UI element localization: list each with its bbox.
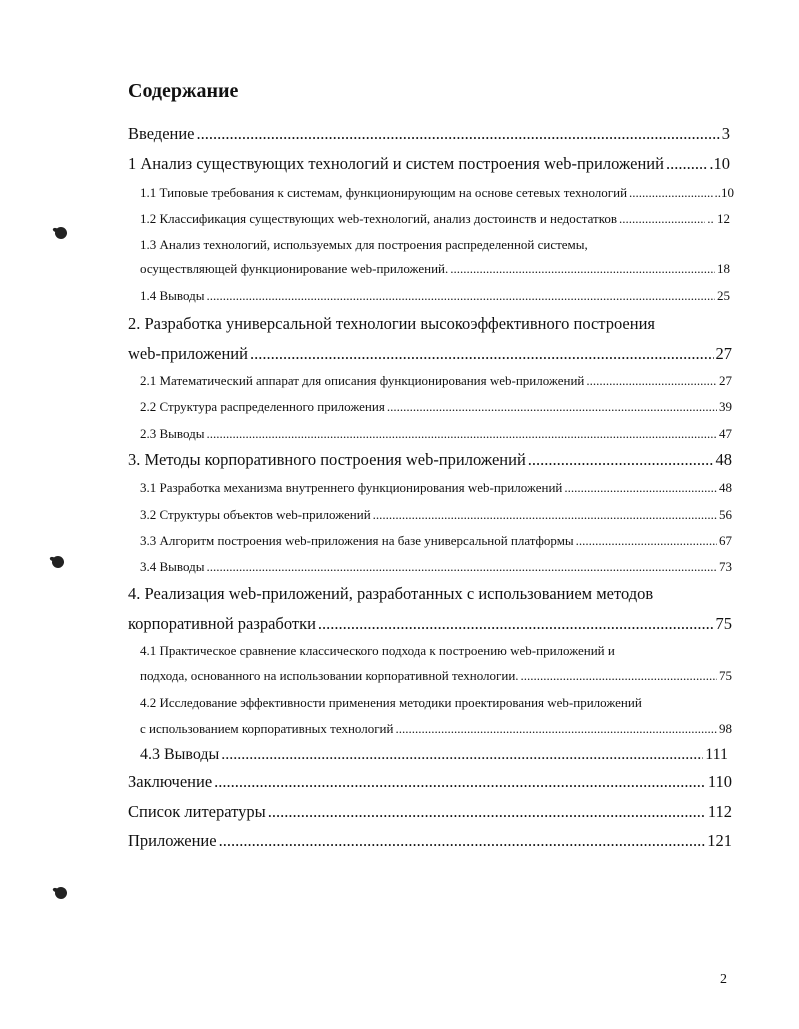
toc-entry[interactable] [128, 771, 732, 793]
toc-entry-label: 2. Разработка универсальной технологии высокоэффективного построения [128, 314, 655, 333]
toc-dot-leader [221, 744, 703, 766]
toc-dot-leader [206, 423, 717, 445]
toc-entry-label: 3.1 Разработка механизма внутреннего функционирования web-приложений [140, 480, 563, 495]
toc-dot-leader [214, 771, 706, 793]
toc-entry-label: Список литературы [128, 802, 266, 821]
toc-entry-label: 4. Реализация web-приложений, разработанных с использованием методов [128, 584, 654, 603]
toc-entry-page: 67 [719, 533, 732, 548]
toc-entry[interactable] [140, 477, 732, 499]
scan-hole-mark [50, 554, 65, 569]
toc-entry[interactable] [140, 258, 730, 280]
toc-entry-page: 47 [719, 426, 732, 441]
toc-dot-leader [268, 801, 706, 823]
toc-entry-page: 111 [705, 746, 728, 763]
toc-entry-label: 1.1 Типовые требования к системам, функционирующим на основе сетевых технологий [140, 185, 628, 200]
toc-entry-label: 3.3 Алгоритм построения web-приложения на базе универсальной платформы [140, 533, 574, 548]
toc-dot-leader [528, 449, 714, 471]
toc-entry-label: 4.3 Выводы [140, 746, 220, 763]
toc-entry-page: 25 [717, 288, 730, 303]
toc-entry-page: 75 [719, 668, 732, 683]
toc-dot-leader [197, 123, 720, 145]
toc-entry[interactable] [128, 449, 732, 471]
toc-dot-leader [576, 530, 717, 552]
toc-entry-page: ..10 [714, 185, 734, 200]
toc-dot-leader [666, 153, 707, 175]
toc-entry[interactable] [140, 208, 730, 230]
toc-entry-label: Приложение [128, 831, 217, 850]
toc-entry-label: 1.3 Анализ технологий, используемых для построения распределенной системы, [140, 237, 588, 252]
toc-entry-label: осуществляющей функционирование web-приложений. [140, 261, 449, 276]
toc-entry-page: 27 [715, 344, 732, 363]
toc-entry[interactable] [128, 583, 732, 605]
toc-dot-leader [586, 370, 717, 392]
toc-entry-label: 2.3 Выводы [140, 426, 205, 441]
toc-entry-page: 39 [719, 399, 732, 414]
toc-entry[interactable] [140, 396, 732, 418]
scan-hole-mark [53, 225, 68, 240]
toc-entry-label: 1 Анализ существующих технологий и систем построения web-приложений [128, 154, 664, 173]
toc-entry[interactable] [140, 182, 734, 204]
toc-dot-leader [250, 343, 714, 365]
toc-entry-label: подхода, основанного на использовании корпоративной технологии. [140, 668, 519, 683]
toc-entry[interactable] [140, 744, 728, 766]
toc-dot-leader [619, 208, 705, 230]
toc-entry-page: 112 [707, 802, 732, 821]
toc-dot-leader [450, 258, 715, 280]
toc-entry-page: 75 [715, 614, 732, 633]
toc-entry[interactable] [128, 123, 730, 145]
toc-entry[interactable] [128, 313, 730, 335]
toc-entry-page: 73 [719, 559, 732, 574]
scan-hole-mark [53, 885, 68, 900]
toc-entry[interactable] [140, 285, 730, 307]
toc-dot-leader [564, 477, 717, 499]
toc-entry-label: 1.4 Выводы [140, 288, 205, 303]
toc-entry-page: 56 [719, 507, 732, 522]
toc-entry[interactable] [128, 343, 732, 365]
toc-entry-label: Введение [128, 124, 195, 143]
toc-dot-leader [206, 285, 715, 307]
toc-entry-label: 4.2 Исследование эффективности применения методики проектирования web-приложений [140, 695, 642, 710]
toc-dot-leader [395, 718, 717, 740]
toc-entry-page: 48 [715, 450, 732, 469]
toc-entry[interactable] [140, 718, 732, 740]
page-title: Содержание [128, 80, 239, 102]
toc-entry-page: 98 [719, 721, 732, 736]
toc-entry-page: .10 [709, 154, 730, 173]
toc-entry-label: 1.2 Классификация существующих web-технологий, анализ достоинств и недостатков [140, 211, 618, 226]
toc-entry-label: с использованием корпоративных технологий [140, 721, 394, 736]
toc-entry[interactable] [128, 801, 732, 823]
toc-entry-page: 48 [719, 480, 732, 495]
toc-entry-label: 4.1 Практическое сравнение классического подхода к построению web-приложений и [140, 643, 615, 658]
toc-dot-leader [387, 396, 717, 418]
toc-entry-label: 2.1 Математический аппарат для описания функционирования web-приложений [140, 373, 585, 388]
toc-entry[interactable] [140, 556, 732, 578]
toc-entry-label: 2.2 Структура распределенного приложения [140, 399, 385, 414]
toc-entry-label: 3. Методы корпоративного построения web-приложений [128, 450, 526, 469]
toc-entry[interactable] [140, 692, 734, 714]
toc-entry-label: корпоративной разработки [128, 614, 316, 633]
toc-entry[interactable] [128, 830, 732, 852]
toc-entry-page: .. 12 [707, 211, 730, 226]
toc-entry-page: 110 [707, 772, 732, 791]
toc-entry-label: Заключение [128, 772, 213, 791]
toc-entry-label: web-приложений [128, 344, 248, 363]
toc-entry[interactable] [140, 640, 732, 662]
toc-entry-page: 121 [707, 831, 732, 850]
toc-dot-leader [318, 613, 714, 635]
toc-entry[interactable] [140, 423, 732, 445]
toc-entry[interactable] [140, 504, 732, 526]
toc-entry[interactable] [140, 530, 732, 552]
toc-dot-leader [206, 556, 717, 578]
toc-entry-page: 18 [717, 261, 730, 276]
toc-entry[interactable] [128, 613, 732, 635]
toc-entry-page: 3 [721, 124, 730, 143]
toc-dot-leader [219, 830, 706, 852]
toc-entry-page: 27 [719, 373, 732, 388]
toc-entry[interactable] [140, 234, 730, 256]
toc-entry[interactable] [128, 153, 730, 175]
toc-dot-leader [521, 665, 717, 687]
toc-entry-label: 3.2 Структуры объектов web-приложений [140, 507, 371, 522]
toc-entry-label: 3.4 Выводы [140, 559, 205, 574]
toc-entry[interactable] [140, 665, 732, 687]
toc-entry[interactable] [140, 370, 732, 392]
toc-dot-leader [373, 504, 717, 526]
page-number: 2 [720, 972, 727, 987]
toc-dot-leader [629, 182, 712, 204]
